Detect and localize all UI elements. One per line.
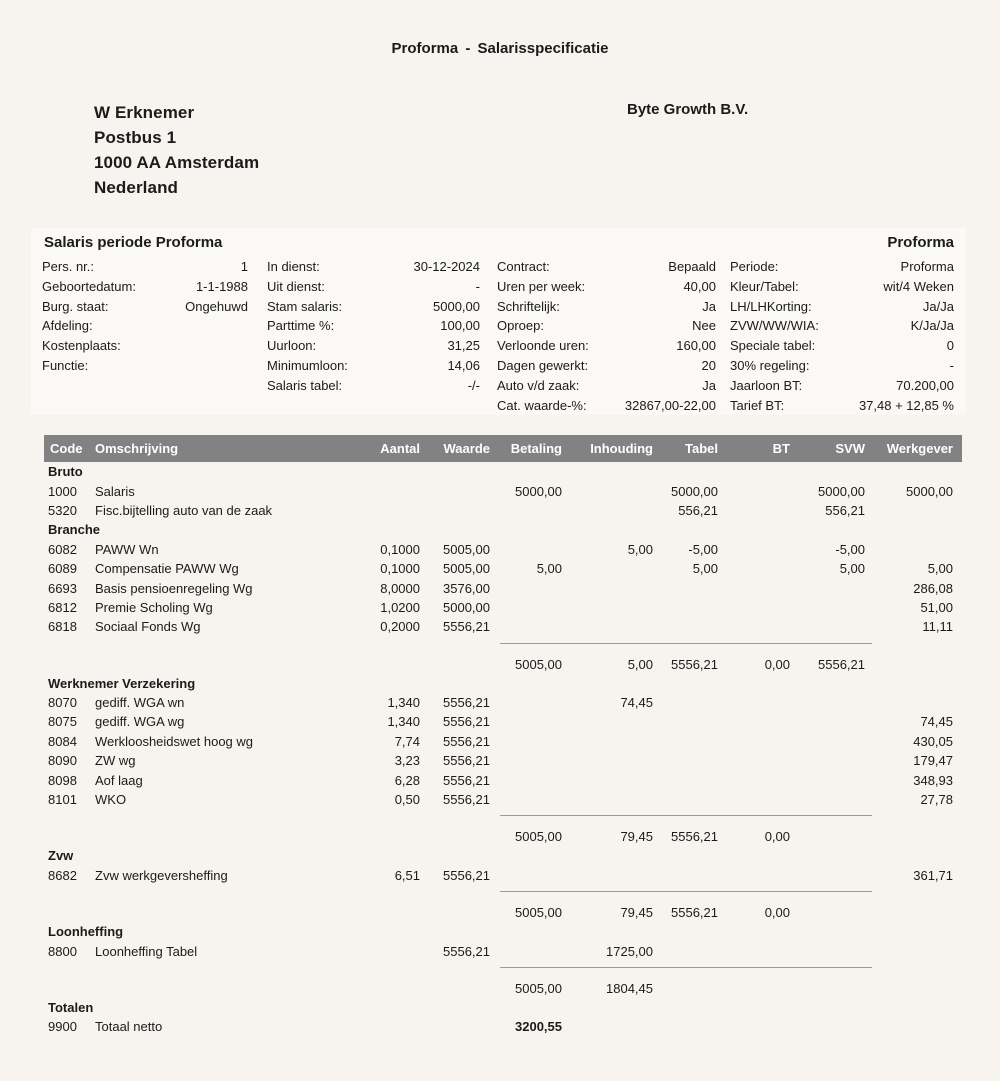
info-value: Nee [692, 318, 716, 334]
info-row [730, 316, 954, 336]
cell-desc: PAWW Wn [95, 541, 159, 557]
info-row [267, 257, 480, 277]
subtotal-rule [44, 961, 962, 974]
info-label: Pers. nr.: [42, 259, 95, 274]
cell-aantal: 6,28 [394, 772, 420, 788]
cell-svw: 5000,00 [818, 483, 865, 499]
table-row [44, 866, 962, 885]
subtotal-row [44, 650, 962, 674]
info-label: Auto v/d zaak: [497, 377, 580, 393]
info-row [497, 277, 716, 297]
info-label: Tarief BT: [730, 397, 785, 413]
info-row [730, 297, 954, 317]
cell-code: 1000 [48, 483, 77, 499]
cell-code: 9900 [48, 1019, 77, 1035]
info-label: Kleur/Tabel: [730, 278, 799, 294]
cell-waarde: 5556,21 [443, 753, 490, 769]
cell-bt: 0,00 [764, 829, 790, 845]
cell-desc: Premie Scholing Wg [95, 599, 213, 615]
cell-waarde: 5000,00 [443, 599, 490, 615]
info-value: 0 [946, 338, 954, 354]
cell-werkgever: 286,08 [913, 580, 953, 596]
info-row [730, 277, 954, 297]
section-row [44, 674, 962, 693]
cell-desc: Zvw werkgeversheffing [95, 867, 228, 883]
cell-desc: Salaris [95, 483, 135, 499]
info-row [730, 356, 954, 376]
cell-aantal: 1,340 [387, 714, 420, 730]
info-label: Geboortedatum: [42, 278, 136, 294]
cell-desc: ZW wg [95, 753, 136, 769]
subtotal-rule [44, 637, 962, 650]
info-label: Periode: [730, 259, 779, 274]
info-value: 1-1-1988 [195, 278, 248, 294]
cell-desc: Werkloosheidswet hoog wg [95, 733, 254, 749]
cell-tabel: 556,21 [678, 502, 718, 518]
cell-tabel: 5556,21 [671, 905, 718, 921]
cell-desc: Compensatie PAWW Wg [95, 561, 239, 577]
info-row [730, 396, 954, 416]
cell-desc: Aof laag [95, 772, 143, 788]
info-label: Burg. staat: [42, 298, 109, 314]
info-row [497, 257, 716, 277]
rule-line [500, 967, 872, 968]
table-row [44, 790, 962, 809]
cell-waarde: 5556,21 [443, 792, 490, 808]
info-row [42, 297, 248, 317]
section-row [44, 462, 962, 481]
info-value: 31,25 [447, 338, 480, 354]
cell-werkgever: 5000,00 [906, 483, 953, 499]
info-row [267, 277, 480, 297]
cell-tabel: 5556,21 [671, 656, 718, 672]
info-row [497, 396, 716, 416]
table-header-row [44, 435, 962, 462]
info-label: Contract: [497, 259, 550, 274]
info-column [497, 257, 716, 415]
cell-svw: 5556,21 [818, 656, 865, 672]
cell-werkgever: 361,71 [913, 867, 953, 883]
cell-werkgever: 430,05 [913, 733, 953, 749]
cell-betaling: 5005,00 [515, 656, 562, 672]
cell-waarde: 5556,21 [443, 714, 490, 730]
section-row [44, 846, 962, 865]
subtotal-row [44, 822, 962, 846]
info-value: 160,00 [676, 338, 716, 354]
cell-code: 8084 [48, 733, 77, 749]
info-row [42, 257, 248, 277]
info-label: Functie: [42, 357, 89, 373]
cell-desc: Fisc.bijtelling auto van de zaak [95, 502, 273, 518]
info-value: 5000,00 [433, 298, 480, 314]
cell-code: 8101 [48, 792, 77, 808]
section-label: Loonheffing [48, 924, 124, 940]
cell-waarde: 5556,21 [443, 733, 490, 749]
address-line: 1000 AA Amsterdam [94, 153, 260, 172]
info-row [267, 297, 480, 317]
info-label: Kostenplaats: [42, 338, 121, 354]
cell-desc: Sociaal Fonds Wg [95, 619, 201, 635]
cell-betaling: 5005,00 [515, 905, 562, 921]
table-row [44, 559, 962, 578]
info-row [42, 277, 248, 297]
cell-aantal: 0,1000 [380, 541, 420, 557]
address-line: Nederland [94, 178, 179, 197]
info-row [497, 297, 716, 317]
table-row [44, 712, 962, 731]
info-row [267, 376, 480, 396]
info-label: Schriftelijk: [497, 298, 560, 314]
table-body [44, 462, 962, 1037]
cell-svw: 5,00 [839, 561, 865, 577]
cell-code: 6812 [48, 599, 77, 615]
table-row [44, 617, 962, 636]
table-row [44, 941, 962, 960]
subtotal-row [44, 898, 962, 922]
cell-werkgever: 51,00 [920, 599, 953, 615]
info-value: - [475, 278, 480, 294]
cell-desc: Basis pensioenregeling Wg [95, 580, 253, 596]
salary-period-panel [31, 228, 966, 415]
table-row [44, 751, 962, 770]
info-value: 70.200,00 [896, 377, 954, 393]
info-value: wit/4 Weken [883, 278, 954, 294]
cell-werkgever: 74,45 [920, 714, 953, 730]
info-row [42, 356, 248, 376]
cell-werkgever: 179,47 [913, 753, 953, 769]
column-header-bt: BT [772, 441, 790, 456]
cell-code: 8075 [48, 714, 77, 730]
info-label: Stam salaris: [267, 298, 343, 314]
cell-desc: WKO [95, 792, 127, 808]
info-row [730, 336, 954, 356]
cell-code: 8800 [48, 943, 77, 959]
cell-tabel: 5556,21 [671, 829, 718, 845]
column-header-tabel: Tabel [685, 441, 718, 456]
cell-bt: 0,00 [764, 905, 790, 921]
info-label: Cat. waarde-%: [497, 397, 587, 413]
info-label: Speciale tabel: [730, 338, 816, 354]
subtotal-row [44, 974, 962, 998]
cell-betaling: 5000,00 [515, 483, 562, 499]
cell-werkgever: 27,78 [920, 792, 953, 808]
section-label: Branche [48, 522, 101, 538]
cell-tabel: -5,00 [688, 541, 718, 557]
cell-code: 6818 [48, 619, 77, 635]
info-row [267, 316, 480, 336]
cell-waarde: 5556,21 [443, 619, 490, 635]
cell-werkgever: 11,11 [922, 619, 953, 635]
info-label: Uren per week: [497, 278, 586, 294]
info-value: Ongehuwd [185, 298, 248, 314]
info-label: Uurloon: [267, 338, 317, 354]
info-value: 20 [701, 357, 716, 373]
cell-code: 8090 [48, 753, 77, 769]
info-row [42, 316, 248, 336]
cell-waarde: 5556,21 [443, 943, 490, 959]
cell-code: 8098 [48, 772, 77, 788]
pay-items-table [44, 435, 962, 1037]
cell-waarde: 5556,21 [443, 867, 490, 883]
section-row [44, 922, 962, 941]
rule-line [500, 891, 872, 892]
cell-waarde: 5556,21 [443, 772, 490, 788]
cell-aantal: 0,1000 [380, 561, 420, 577]
column-header-waarde: Waarde [443, 441, 490, 456]
cell-waarde: 5005,00 [443, 541, 490, 557]
info-row [267, 336, 480, 356]
info-value: 1 [240, 259, 248, 274]
info-column [42, 257, 248, 376]
info-row [497, 316, 716, 336]
section-row [44, 520, 962, 539]
document-title: Proforma - Salarisspecificatie [391, 40, 609, 57]
info-label: Oproep: [497, 318, 544, 334]
cell-desc: gediff. WGA wn [95, 695, 185, 711]
info-value: - [949, 357, 954, 373]
info-value: Proforma [900, 259, 954, 274]
column-header-svw: SVW [835, 441, 865, 456]
cell-code: 5320 [48, 502, 77, 518]
cell-waarde: 3576,00 [443, 580, 490, 596]
info-value: 100,00 [440, 318, 480, 334]
section-label: Zvw [48, 848, 74, 864]
cell-code: 8070 [48, 695, 77, 711]
cell-code: 8682 [48, 867, 77, 883]
table-row [44, 578, 962, 597]
cell-bt: 0,00 [764, 656, 790, 672]
column-header-inhouding: Inhouding [590, 441, 653, 456]
info-value: 14,06 [447, 357, 480, 373]
cell-aantal: 7,74 [394, 733, 420, 749]
info-row [497, 336, 716, 356]
company-name: Byte Growth B.V. [627, 101, 749, 118]
cell-inhouding: 1804,45 [606, 980, 653, 996]
table-row [44, 481, 962, 500]
info-label: 30% regeling: [730, 357, 810, 373]
info-value: 37,48 + 12,85 % [858, 397, 954, 413]
section-label: Bruto [48, 464, 83, 480]
column-header-betaling: Betaling [510, 441, 562, 456]
info-value: Ja [702, 298, 716, 314]
recipient-address [94, 100, 259, 200]
info-value: Ja [702, 377, 716, 393]
info-label: Salaris tabel: [267, 377, 343, 393]
info-label: ZVW/WW/WIA: [730, 318, 819, 334]
column-header-aantal: Aantal [380, 441, 420, 456]
cell-svw: -5,00 [835, 541, 865, 557]
info-value: 30-12-2024 [413, 259, 480, 274]
column-header-code: Code [50, 441, 83, 456]
info-row [267, 356, 480, 376]
info-value: 32867,00-22,00 [624, 397, 716, 413]
address-line: W Erknemer [94, 103, 195, 122]
cell-inhouding: 74,45 [620, 695, 653, 711]
table-row [44, 770, 962, 789]
rule-line [500, 643, 872, 644]
cell-aantal: 0,50 [394, 792, 420, 808]
info-label: Minimumloon: [267, 357, 348, 373]
table-row [44, 1017, 962, 1036]
table-row [44, 501, 962, 520]
cell-inhouding: 5,00 [627, 541, 653, 557]
cell-code: 6082 [48, 541, 77, 557]
subtotal-rule [44, 885, 962, 898]
cell-betaling: 5,00 [536, 561, 562, 577]
info-label: Jaarloon BT: [730, 377, 803, 393]
info-row [730, 257, 954, 277]
cell-betaling: 5005,00 [515, 980, 562, 996]
cell-werkgever: 5,00 [927, 561, 953, 577]
cell-inhouding: 79,45 [620, 905, 653, 921]
section-label: Werknemer Verzekering [48, 675, 196, 691]
info-value: Ja/Ja [922, 298, 954, 314]
info-value: Bepaald [668, 259, 716, 274]
info-row [497, 356, 716, 376]
info-value: K/Ja/Ja [910, 318, 954, 334]
info-row [497, 376, 716, 396]
info-column [730, 257, 954, 415]
cell-aantal: 6,51 [394, 867, 420, 883]
info-column [267, 257, 480, 396]
info-row [42, 336, 248, 356]
cell-code: 6693 [48, 580, 77, 596]
subtotal-rule [44, 809, 962, 822]
column-header-omschrijving: Omschrijving [95, 441, 179, 456]
info-label: In dienst: [267, 259, 320, 274]
cell-desc: Totaal netto [95, 1019, 163, 1035]
info-label: Verloonde uren: [497, 338, 589, 354]
info-row [730, 376, 954, 396]
cell-desc: gediff. WGA wg [95, 714, 185, 730]
cell-aantal: 8,0000 [380, 580, 420, 596]
cell-aantal: 1,340 [387, 695, 420, 711]
cell-betaling: 5005,00 [515, 829, 562, 845]
cell-code: 6089 [48, 561, 77, 577]
salary-period-title: Salaris periode Proforma [44, 234, 223, 251]
info-value: 40,00 [683, 278, 716, 294]
cell-waarde: 5005,00 [443, 561, 490, 577]
table-row [44, 540, 962, 559]
cell-inhouding: 79,45 [620, 829, 653, 845]
cell-desc: Loonheffing Tabel [95, 943, 198, 959]
cell-tabel: 5,00 [692, 561, 718, 577]
period-label: Proforma [887, 234, 954, 251]
rule-line [500, 815, 872, 816]
table-row [44, 598, 962, 617]
cell-inhouding: 1725,00 [606, 943, 653, 959]
info-label: Parttime %: [267, 318, 335, 334]
cell-aantal: 0,2000 [380, 619, 420, 635]
section-row [44, 998, 962, 1017]
info-label: LH/LHKorting: [730, 298, 812, 314]
cell-svw: 556,21 [825, 502, 865, 518]
info-value: -/- [467, 377, 480, 393]
info-label: Uit dienst: [267, 278, 325, 294]
section-label: Totalen [48, 1000, 94, 1015]
table-row [44, 693, 962, 712]
info-label: Dagen gewerkt: [497, 357, 589, 373]
cell-aantal: 1,0200 [380, 599, 420, 615]
cell-aantal: 3,23 [394, 753, 420, 769]
table-row [44, 732, 962, 751]
cell-waarde: 5556,21 [443, 695, 490, 711]
column-header-werkgever: Werkgever [886, 441, 953, 456]
cell-werkgever: 348,93 [913, 772, 953, 788]
cell-inhouding: 5,00 [627, 656, 653, 672]
cell-betaling: 3200,55 [515, 1019, 562, 1035]
info-label: Afdeling: [42, 318, 93, 334]
cell-tabel: 5000,00 [671, 483, 718, 499]
address-line: Postbus 1 [94, 128, 177, 147]
